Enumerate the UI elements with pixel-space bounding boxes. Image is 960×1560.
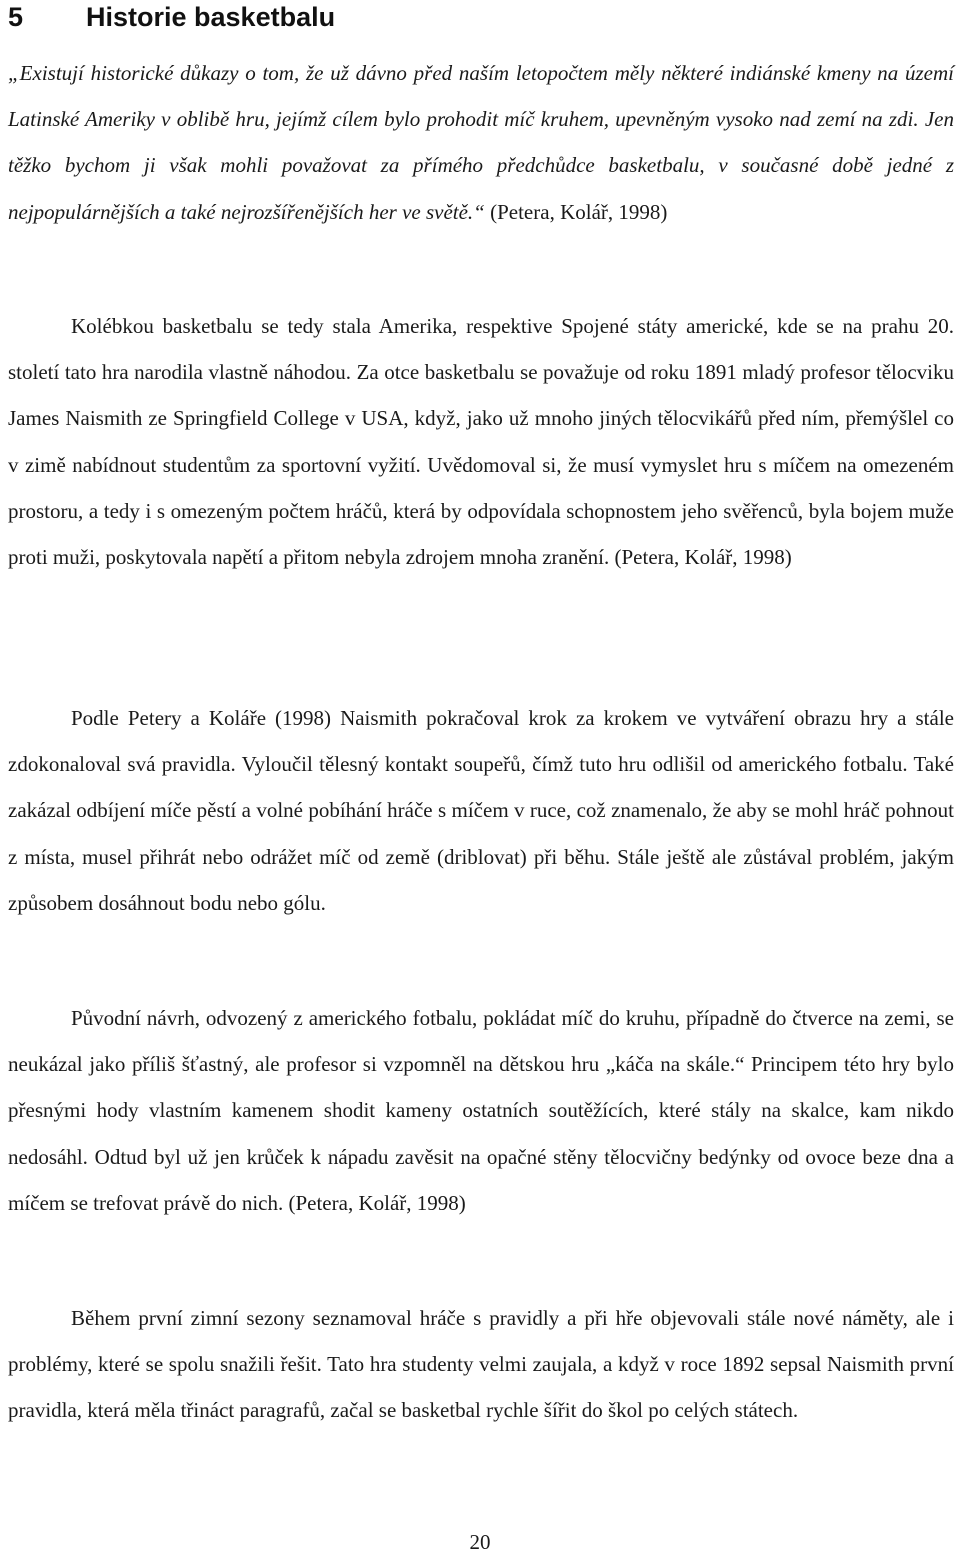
quote-text: „Existují historické důkazy o tom, že už dávno před naším letopočtem měly některé indiánské kmeny na území Latinské Ameriky v oblibě hru, jejímž cílem bylo prohodit míč kruhem, upevněným vysoko nad zemí na zdi. Jen těžko bychom ji však mohli považovat za přímého předchůdce basketbalu, v současné době jedné z nejpopulárnějších a také nejrozšířenějších her ve světě.“ [8, 61, 954, 224]
chapter-title: Historie basketbalu [86, 2, 336, 32]
quote-paragraph [8, 50, 954, 235]
body-paragraph-4: Během první zimní sezony seznamoval hráče s pravidly a při hře objevovali stále nové náměty, ale i problémy, které se spolu snažili řešit. Tato hra studenty velmi zaujala, a když v roce 1892 sepsal Naismith první pravidla, která měla třináct paragrafů, začal se basketbal rychle šířit do škol po celých státech. [8, 1306, 954, 1423]
quote-citation: (Petera, Kolář, 1998) [490, 199, 668, 224]
page-number: 20 [469, 1530, 491, 1554]
body-paragraph-3: Původní návrh, odvozený z amerického fotbalu, pokládat míč do kruhu, případně do čtverce na zemi, se neukázal jako příliš šťastný, ale profesor si vzpomněl na dětskou hru „káča na skále.“ Principem této hry bylo přesnými hody vlastním kamenem shodit kameny ostatních soutěžících, které stály na skalce, kam nikdo nedosáhl. Odtud byl už jen krůček k nápadu zavěsit na opačné stěny tělocvičny bedýnky od ovoce beze dna a míčem se trefovat právě do nich. (Petera, Kolář, 1998) [8, 1006, 954, 1215]
body-paragraph-2: Podle Petery a Koláře (1998) Naismith pokračoval krok za krokem ve vytváření obrazu hry a stále zdokonaloval svá pravidla. Vyloučil tělesný kontakt soupeřů, čímž tuto hru odlišil od amerického fotbalu. Také zakázal odbíjení míče pěstí a volné pobíhání hráče s míčem v ruce, což znamenalo, že aby se mohl hráč pohnout z místa, musel přihrát nebo odrážet míč od země (driblovat) při běhu. Stále ještě ale zůstával problém, jakým způsobem dosáhnout bodu nebo gólu. [8, 706, 954, 915]
chapter-heading [8, 0, 335, 34]
body-paragraph-1: Kolébkou basketbalu se tedy stala Amerika, respektive Spojené státy americké, kde se na prahu 20. století tato hra narodila vlastně náhodou. Za otce basketbalu se považuje od roku 1891 mladý profesor tělocviku James Naismith ze Springfield College v USA, když, jako už mnoho jiných tělocvikářů před ním, přemýšlel co v zimě nabídnout studentům za sportovní vyžití. Uvědomoval si, že musí vymyslet hru s míčem na omezeném prostoru, a tedy i s omezeným počtem hráčů, která by odpovídala schopnostem jeho svěřenců, byla bojem muže proti muži, poskytovala napětí a přitom nebyla zdrojem mnoha zranění. (Petera, Kolář, 1998) [8, 314, 954, 570]
chapter-number: 5 [8, 2, 24, 32]
